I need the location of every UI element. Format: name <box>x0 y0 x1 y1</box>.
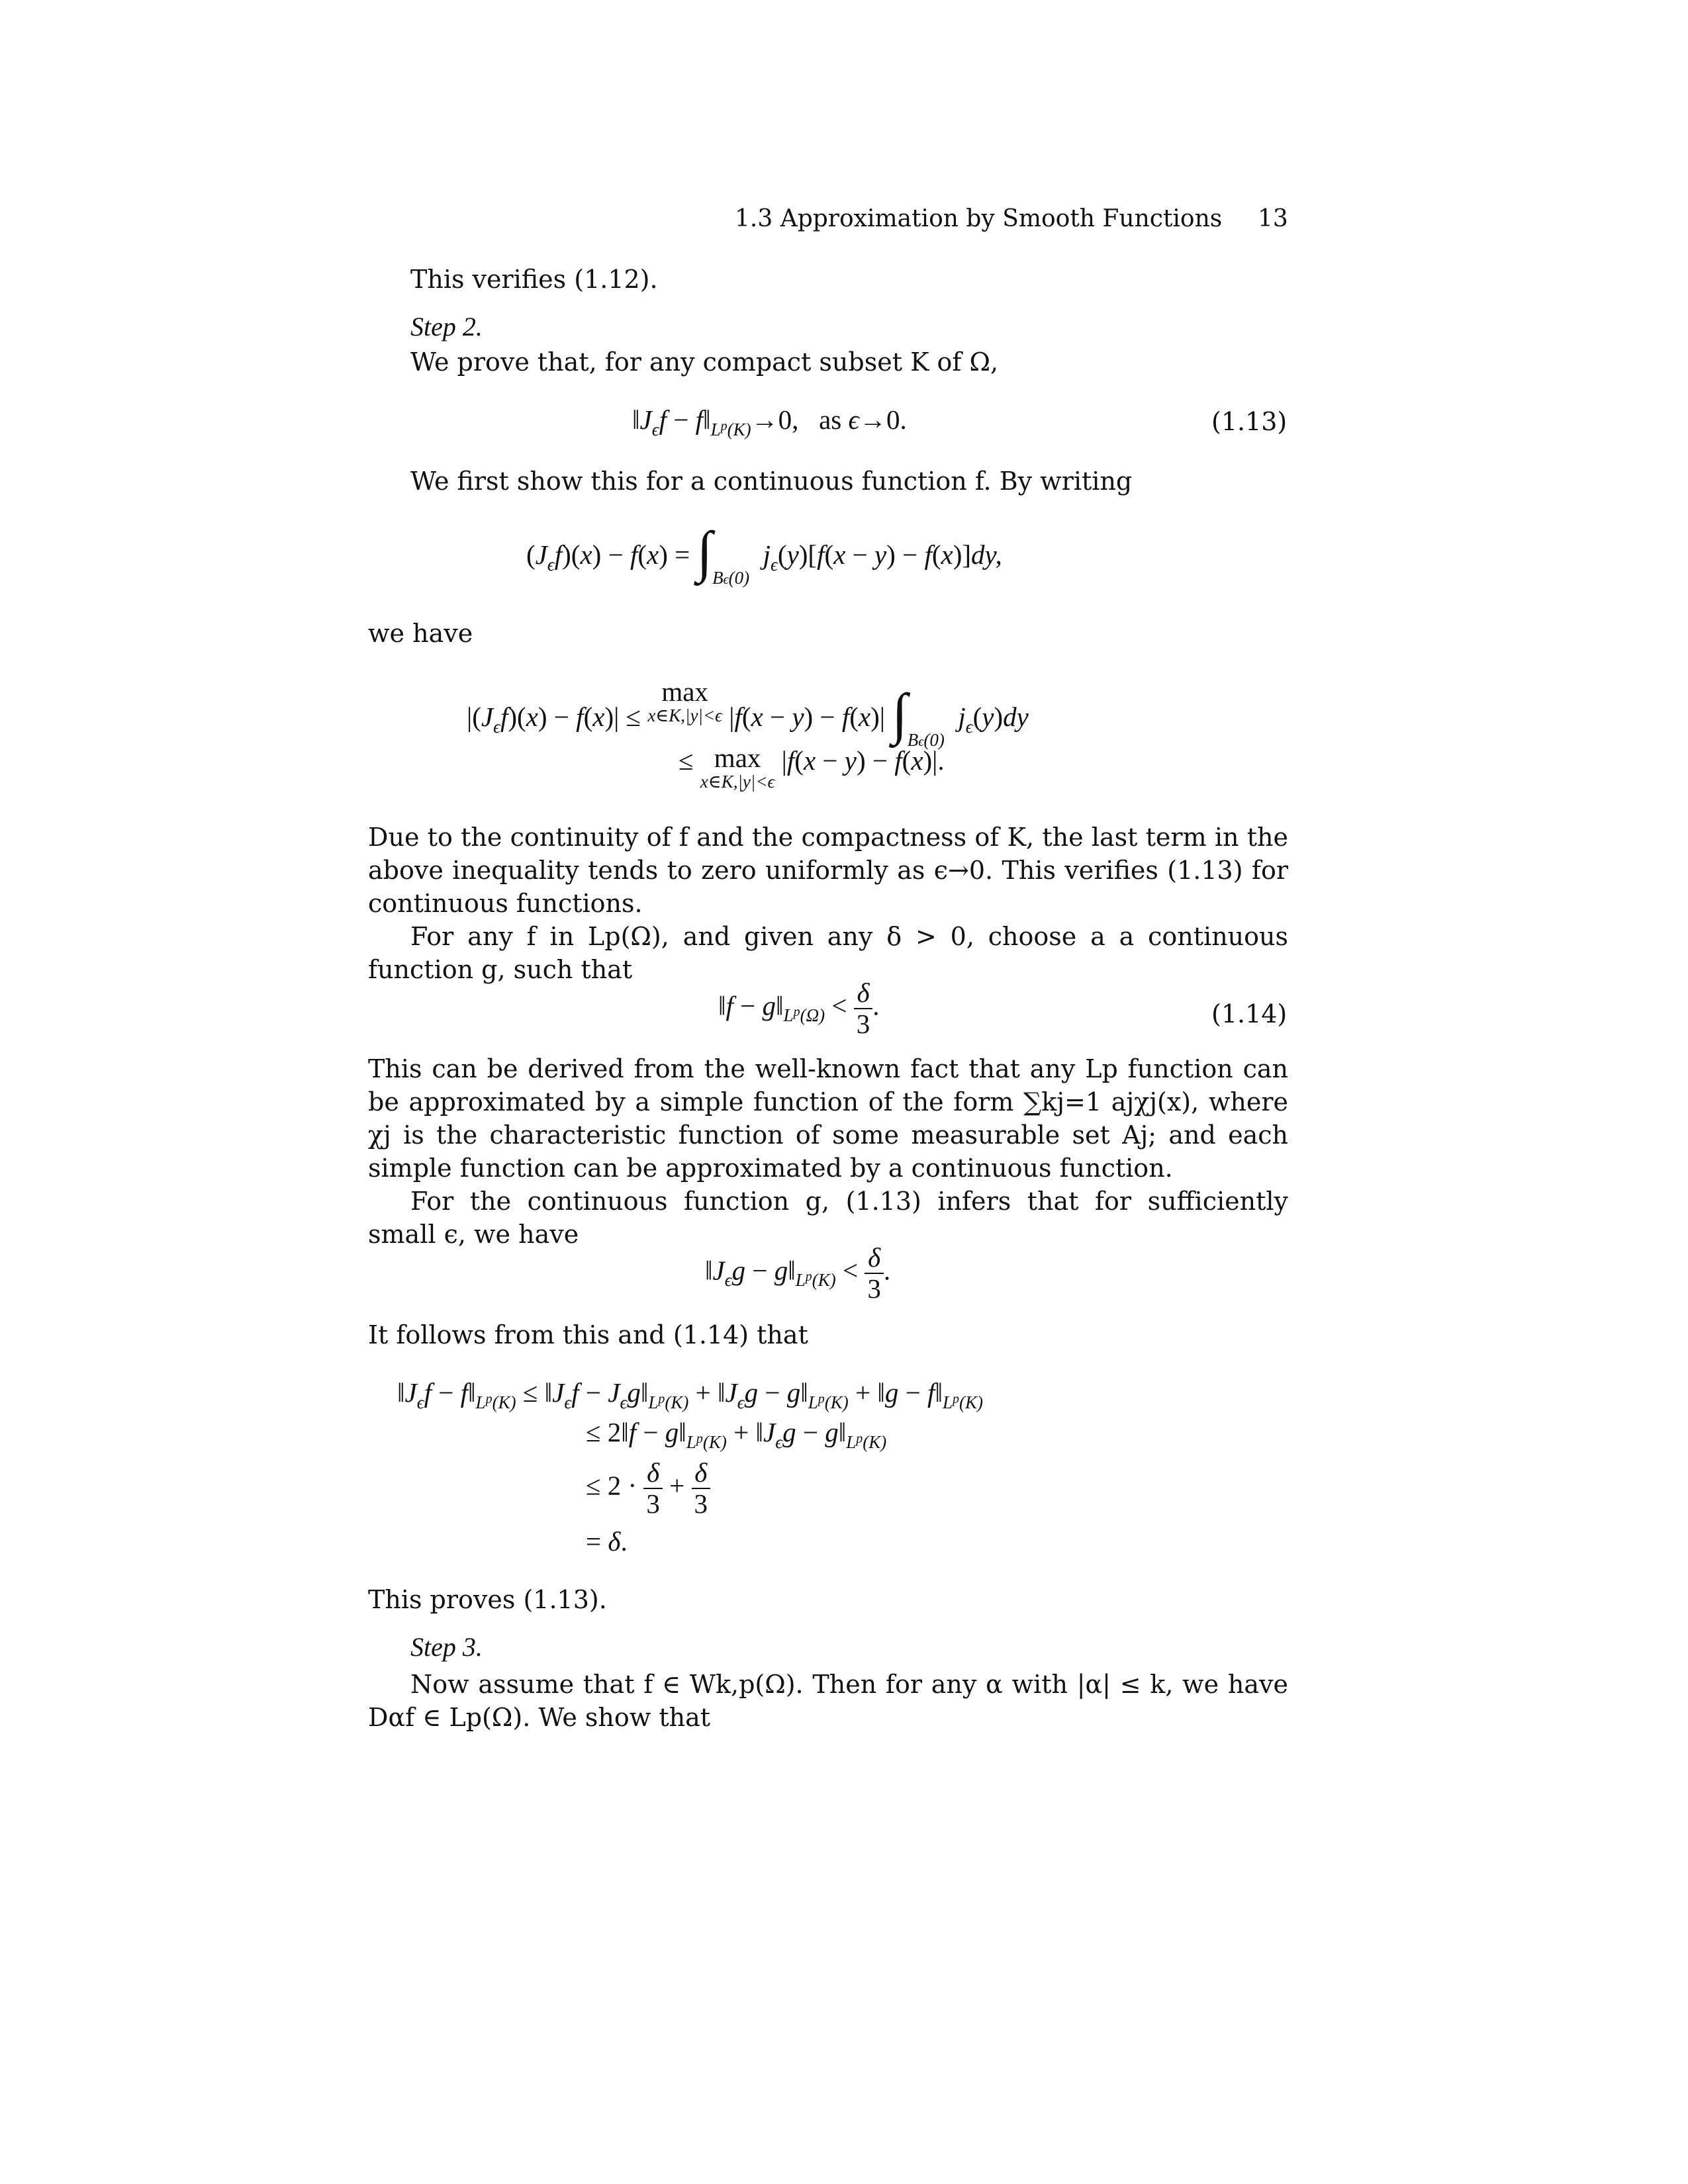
inequality-line-2: ≤ max x∈K,|y|<ϵ |f(x − y) − f(x)|. <box>679 743 945 792</box>
equation-jeg: $‖J_\epsilon g$ − $g‖_{L^p(K)}$ < $\frac{\delta}{3}$ . <box>705 1242 891 1304</box>
equation-1-14-label: (1.14) <box>1211 999 1288 1028</box>
paragraph-now-assume: Now assume that f ∈ Wk,p(Ω). Then for any α with |α| ≤ k, we have Dαf ∈ Lp(Ω). We show that <box>368 1670 1288 1732</box>
chain-line-1: $‖J_\epsilon f$ − $f‖_{L^p(K)}$ ≤ $‖J_\epsilon f$ − $J_\epsilon g‖_{L^p(K)}$ + $‖J_\epsilon g$ − $g‖_{L^p(K)}$ + ‖g − $f‖_{L^p(K)}$ <box>397 1377 983 1412</box>
paragraph-this-proves: This proves (1.13). <box>368 1585 607 1614</box>
page-number: 13 <box>1258 205 1288 232</box>
equation-1-13: $‖J_\epsilon f$ − $f‖_{L^p(K)}\to 0$, as ϵ→0. <box>632 404 907 439</box>
equation-1-13-label: (1.13) <box>1211 407 1288 436</box>
paragraph-for-continuous: For the continuous function g, (1.13) infers that for sufficiently small ϵ, we have <box>368 1187 1288 1249</box>
paragraph-we-prove: We prove that, for any compact subset K of Ω, <box>410 347 999 377</box>
inequality-line-1: $|(J_\epsilon f)(x) - f(x)|$ ≤ max x∈K,|y|<ϵ |f(x − y) − f(x)| $\int_{B\epsilon(0)}$ $j_\epsilon(y)dy$ <box>467 676 1029 750</box>
paragraph-for-any: For any f in Lp(Ω), and given any δ > 0, choose a a continuous function g, such that <box>368 922 1288 984</box>
paragraph-this-can: This can be derived from the well-known fact that any Lp function can be approximated by a simple function of the form ∑kj=1 ajχj(x), where χj is the characteristic function of some measurable set Aj; and each simple function can be approximated by a continuous function. <box>368 1054 1288 1183</box>
chain-line-2: ≤ 2‖f − $g‖_{L^p(K)}$ + $‖J_\epsilon g$ − $g‖_{L^p(K)}$ <box>586 1417 887 1452</box>
paragraph-due-to: Due to the continuity of f and the compactness of K, the last term in the above inequality tends to zero uniformly as ϵ→0. This verifies (1.13) for continuous functions. <box>368 823 1288 918</box>
paragraph-we-have: we have <box>368 619 473 648</box>
equation-1-14: ‖f − $g‖_{L^p(\Omega)}$ < $\frac{\delta}{3}$ . <box>718 978 880 1039</box>
chain-line-3: ≤ 2 · $\frac{\delta}{3}$ + $\frac{\delta}{3}$ <box>586 1459 710 1518</box>
step-2-heading: Step 2. <box>410 312 483 341</box>
running-title: 1.3 Approximation by Smooth Functions <box>735 205 1223 232</box>
paragraph-first-show: We first show this for a continuous function f. By writing <box>410 467 1133 496</box>
paragraph-verifies-112: This verifies (1.12). <box>410 265 658 294</box>
equation-writing: $(J_\epsilon f)(x) - f(x) = \int_{B\epsilon(0)}$ $j_\epsilon(y)[f(x - y) - f(x)]dy$, <box>526 520 1002 588</box>
step-3-heading: Step 3. <box>410 1632 483 1662</box>
paragraph-it-follows: It follows from this and (1.14) that <box>368 1320 808 1349</box>
chain-line-4: = δ. <box>586 1526 628 1557</box>
